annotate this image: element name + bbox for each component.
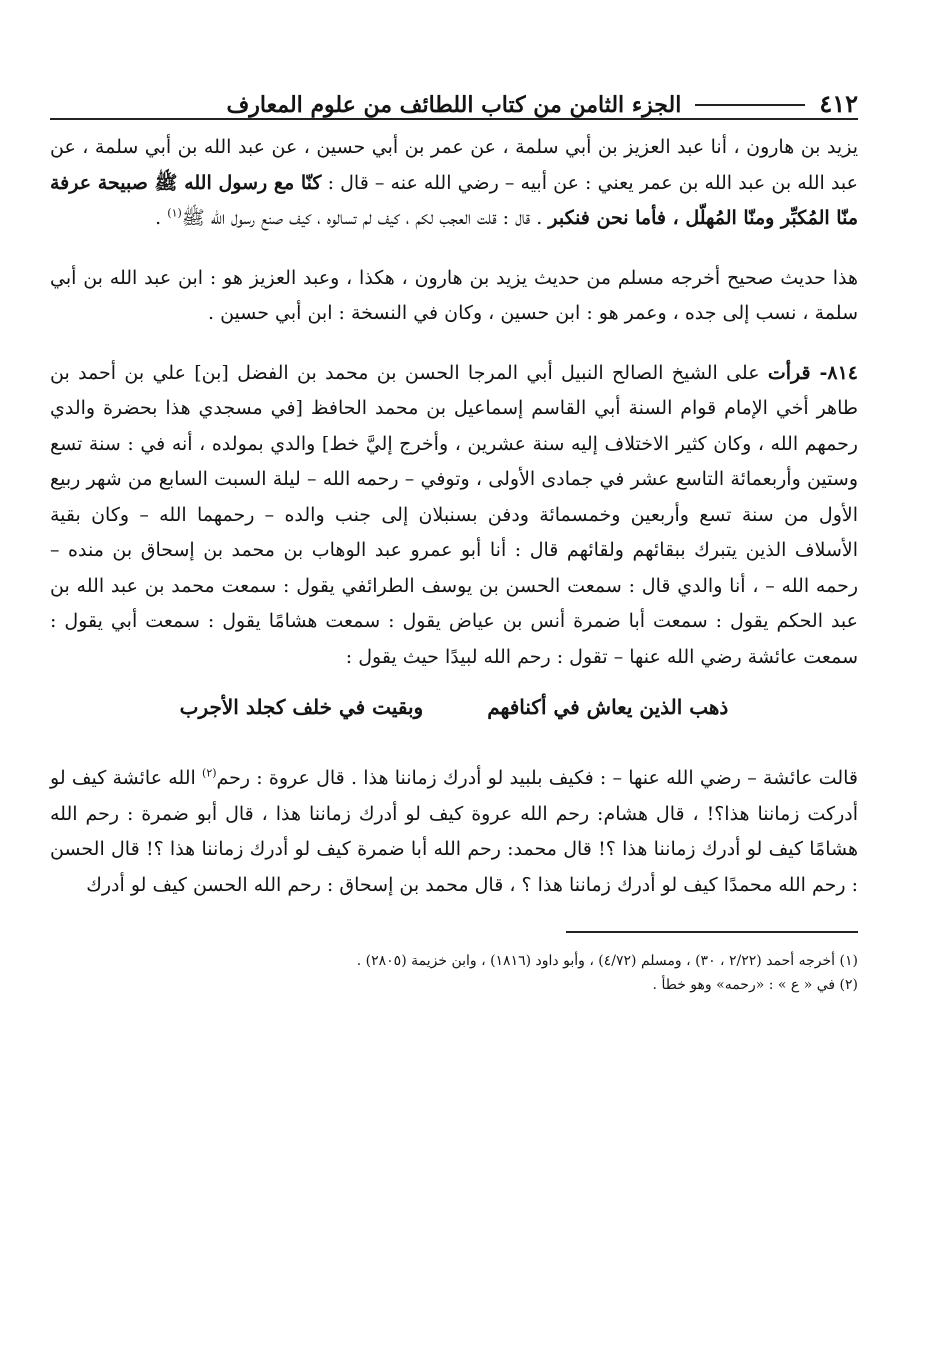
footnote-rule bbox=[566, 931, 858, 933]
book-page bbox=[50, 78, 858, 997]
running-title: الجزء الثامن من كتاب اللطائف من علوم المعارف bbox=[226, 92, 682, 118]
running-header bbox=[50, 78, 858, 120]
header-rule bbox=[695, 104, 805, 106]
footnotes bbox=[50, 949, 858, 997]
poetry-verse bbox=[50, 695, 858, 731]
paragraph-hadith bbox=[50, 130, 858, 237]
hadith-end: . bbox=[155, 207, 168, 229]
entry-number: ٨١٤- قرأت bbox=[767, 361, 858, 384]
footnote-ref-1: (١) bbox=[167, 206, 182, 220]
aisha-text-rest: الله عائشة كيف لو أدركت زماننا هذا؟! ، قال هشام: رحم الله عروة كيف لو أدرك زماننا هذا ، قال أبو ضمرة : رحم الله هشامًا كيف لو أدرك زماننا هذا ؟! قال محمد: رحم الله أبا ضمرة كيف لو أدرك زماننا هذا ؟! قال الحسن : رحم الله محمدًا كيف لو أدرك زماننا هذا ؟ ، قال محمد بن إسحاق : رحم الله الحسن كيف لو أدرك bbox=[50, 767, 858, 896]
footnote-ref-2: (٢) bbox=[202, 766, 217, 780]
footnote-1: (١) أخرجه أحمد (٢/٢٢ ، ٣٠) ، ومسلم (٤/٧٢) ، وأبو داود (١٨١٦) ، وابن خزيمة (٢٨٠٥) . bbox=[356, 953, 858, 969]
paragraph-aisha bbox=[50, 761, 858, 903]
hadith-chain: يزيد بن هارون ، أنا عبد العزيز بن أبي سلمة ، عن عمر بن أبي حسين ، عن عبد الله بن أبي سلمة ، عن عبد الله بن عبد الله بن عمر يعني : عن أبيه – رضي الله عنه – قال : bbox=[50, 136, 858, 194]
verse-second-hemistich: وبقيت في خلف كجلد الأجرب bbox=[179, 695, 424, 719]
entry-text: على الشيخ الصالح النبيل أبي المرجا الحسن بن محمد بن الفضل [بن] علي بن أحمد بن طاهر أخي الإمام قوام السنة أبي القاسم إسماعيل بن محمد الحافظ [في مسجدي هذا بحضرة والدي رحمهم الله ، وكان كثير الاختلاف إليه سنة عشرين ، وأخرج إليَّ خط] والدي بمولده ، أنه في : سنة تسع وستين وأربعمائة التاسع عشر في جمادى الأولى ، وتوفي – رحمه الله – ليلة السبت السابع من شهر ربيع الأول من سنة تسع وأربعين وخمسمائة ودفن بسنبلان إلى جنب والده – رحمهما الله – وكان بقية الأسلاف الذين يتبرك ببقائهم ولقائهم قال : أنا أبو عمرو عبد الوهاب بن محمد بن إسحاق بن منده – رحمه الله – ، أنا والدي قال : سمعت الحسن بن يوسف الطرائفي يقول : سمعت محمد بن عبد الله بن عبد الحكم يقول : سمعت أبا ضمرة أنس بن عياض يقول : سمعت هشامًا يقول : سمعت أبي يقول : سمعت عائشة رضي الله عنها – تقول : رحم الله لبيدًا حيث يقول : bbox=[50, 361, 858, 668]
hadith-text: كنّا مع رسول الله ﷺ صبيحة عرفة منّا المُكبِّر ومنّا المُهلّل ، فأما نحن فنكبر bbox=[50, 171, 858, 229]
paragraph-entry-814 bbox=[50, 356, 858, 676]
footnote-2: (٢) في « ع » : «رحمه» وهو خطأ . bbox=[652, 977, 858, 993]
verse-first-hemistich: ذهب الذين يعاش في أكنافهم bbox=[487, 695, 729, 719]
paragraph-commentary: هذا حديث صحيح أخرجه مسلم من حديث يزيد بن هارون ، هكذا ، وعبد العزيز هو : ابن عبد الله بن أبي سلمة ، نسب إلى جده ، وعمر هو : ابن حسين ، وكان في النسخة : ابن أبي حسين . bbox=[50, 266, 858, 324]
hadith-continuation: . قال : قلت العجب لكم ، كيف لم تسالوه ، كيف صنع رسول الله ﷺ bbox=[181, 207, 543, 229]
aisha-text-start: قالت عائشة – رضي الله عنها – : فكيف بلبيد لو أدرك زماننا هذا . قال عروة : رحم bbox=[216, 767, 858, 789]
page-number: ٤١٢ bbox=[819, 89, 858, 118]
